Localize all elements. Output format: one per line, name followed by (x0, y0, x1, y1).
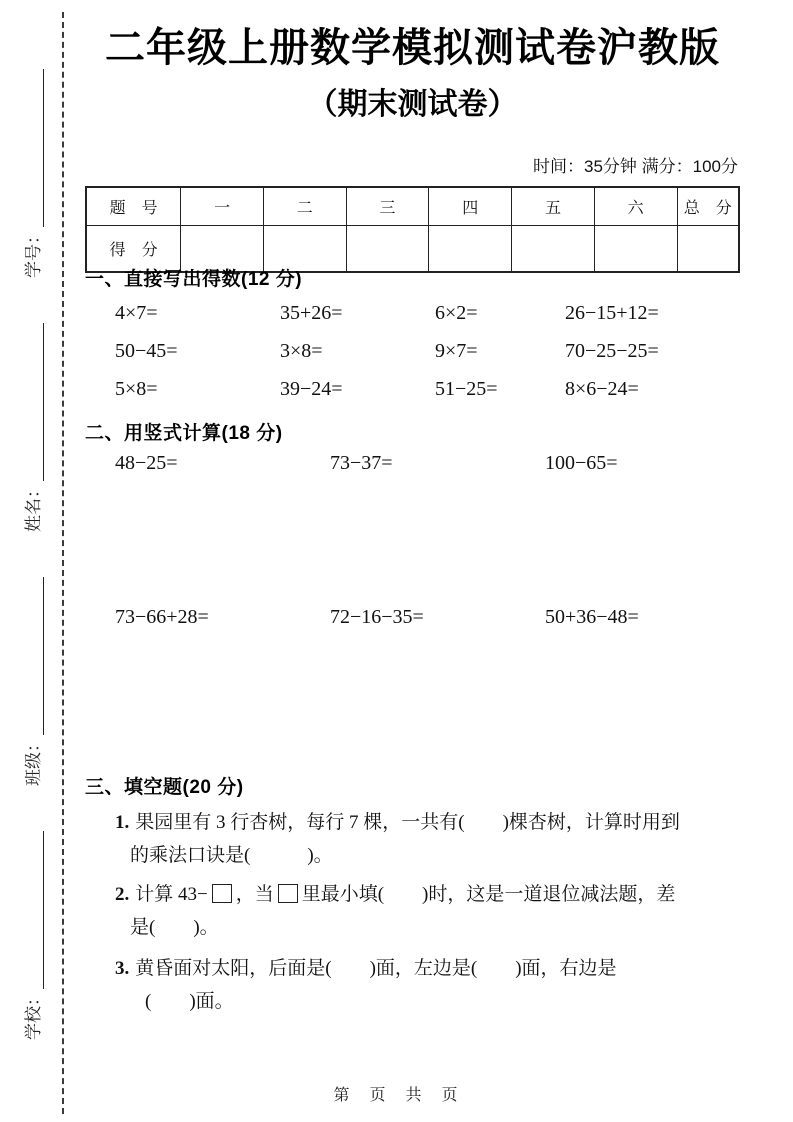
section-2-problems-row-2 (115, 606, 740, 629)
score-table (85, 186, 740, 273)
problem: 50−45= (115, 340, 178, 362)
fill-blank-question-1 (115, 806, 740, 872)
student-id-field (19, 69, 44, 278)
section-2-title: 二、用竖式计算(18 分) (85, 423, 283, 444)
problem: 70−25−25= (565, 340, 659, 362)
problem: 9×7= (435, 340, 478, 362)
question-2-text-part-3: 里最小填( )时，这是一道退位减法题，差 (301, 884, 676, 905)
question-2-line-2: 是( )。 (130, 917, 219, 938)
section-3-title: 三、填空题(20 分) (85, 777, 244, 798)
page-footer: 第 页 共 页 (333, 1087, 460, 1104)
section-2-problems-row-1 (115, 452, 740, 475)
name-label: 姓名： (23, 481, 43, 532)
question-2-line-1 (115, 878, 740, 911)
name-blank-line (24, 323, 44, 481)
paper-main-column (85, 0, 740, 1122)
question-3-line-2: ( )面。 (145, 991, 234, 1012)
problem: 35+26= (280, 302, 343, 324)
question-1-text: 果园里有 3 行杏树，每行 7 棵，一共有( )棵杏树，计算时用到 (135, 812, 680, 833)
problem: 72−16−35= (330, 606, 424, 628)
problem: 5×8= (115, 378, 158, 400)
question-2-text-part-1: 计算 43− (135, 884, 208, 905)
page-subtitle: （期末测试卷） (307, 88, 518, 121)
school-label: 学校： (23, 989, 43, 1040)
problem: 73−37= (330, 452, 393, 474)
question-3-line-1 (115, 952, 740, 985)
student-info-sidebar (0, 0, 62, 1122)
score-cell-3 (346, 225, 429, 272)
section-1-title: 一、直接写出得数(12 分) (85, 269, 303, 290)
class-field (19, 577, 44, 786)
problem: 26−15+12= (565, 302, 659, 324)
header-cell-question-number: 题 号 (86, 187, 181, 225)
question-2-text-part-2: ，当 (235, 884, 274, 905)
fill-blank-question-3 (115, 952, 740, 1018)
score-label-cell: 得 分 (86, 225, 181, 272)
header-cell-section-3: 三 (346, 187, 429, 225)
problem: 51−25= (435, 378, 498, 400)
school-blank-line (24, 831, 44, 989)
class-blank-line (24, 577, 44, 735)
header-cell-total: 总 分 (677, 187, 739, 225)
question-3-text: 黄昏面对太阳，后面是( )面，左边是( )面，右边是 (135, 958, 617, 979)
score-cell-6 (594, 225, 677, 272)
question-1-number: 1. (115, 812, 130, 833)
fill-blank-question-2 (115, 878, 740, 944)
student-id-label: 学号： (23, 227, 43, 278)
time-score-info: 时间：35分钟 满分：100分 (533, 157, 738, 176)
question-1-line-1 (115, 806, 740, 839)
page-title: 二年级上册数学模拟测试卷沪教版 (105, 26, 720, 70)
school-field (19, 831, 44, 1040)
problem: 8×6−24= (565, 378, 639, 400)
question-1-line-2: 的乘法口诀是( )。 (130, 845, 333, 866)
problem: 50+36−48= (545, 606, 639, 628)
header-cell-section-2: 二 (263, 187, 346, 225)
class-label: 班级： (23, 735, 43, 786)
student-id-blank-line (24, 69, 44, 227)
name-field (19, 323, 44, 532)
header-cell-section-4: 四 (429, 187, 512, 225)
question-3-number: 3. (115, 958, 130, 979)
problem: 73−66+28= (115, 606, 209, 628)
score-table-header-row (86, 187, 739, 225)
problem: 4×7= (115, 302, 158, 324)
problem: 48−25= (115, 452, 178, 474)
header-cell-section-5: 五 (512, 187, 595, 225)
problem: 3×8= (280, 340, 323, 362)
empty-box (212, 884, 232, 903)
problem: 100−65= (545, 452, 618, 474)
score-cell-total (677, 225, 739, 272)
problem: 6×2= (435, 302, 478, 324)
score-cell-5 (512, 225, 595, 272)
header-cell-section-6: 六 (594, 187, 677, 225)
empty-box (278, 884, 298, 903)
header-cell-section-1: 一 (181, 187, 264, 225)
problem: 39−24= (280, 378, 343, 400)
section-1-problems (115, 302, 740, 401)
seal-dashed-line (62, 12, 64, 1114)
score-cell-4 (429, 225, 512, 272)
question-2-number: 2. (115, 884, 130, 905)
